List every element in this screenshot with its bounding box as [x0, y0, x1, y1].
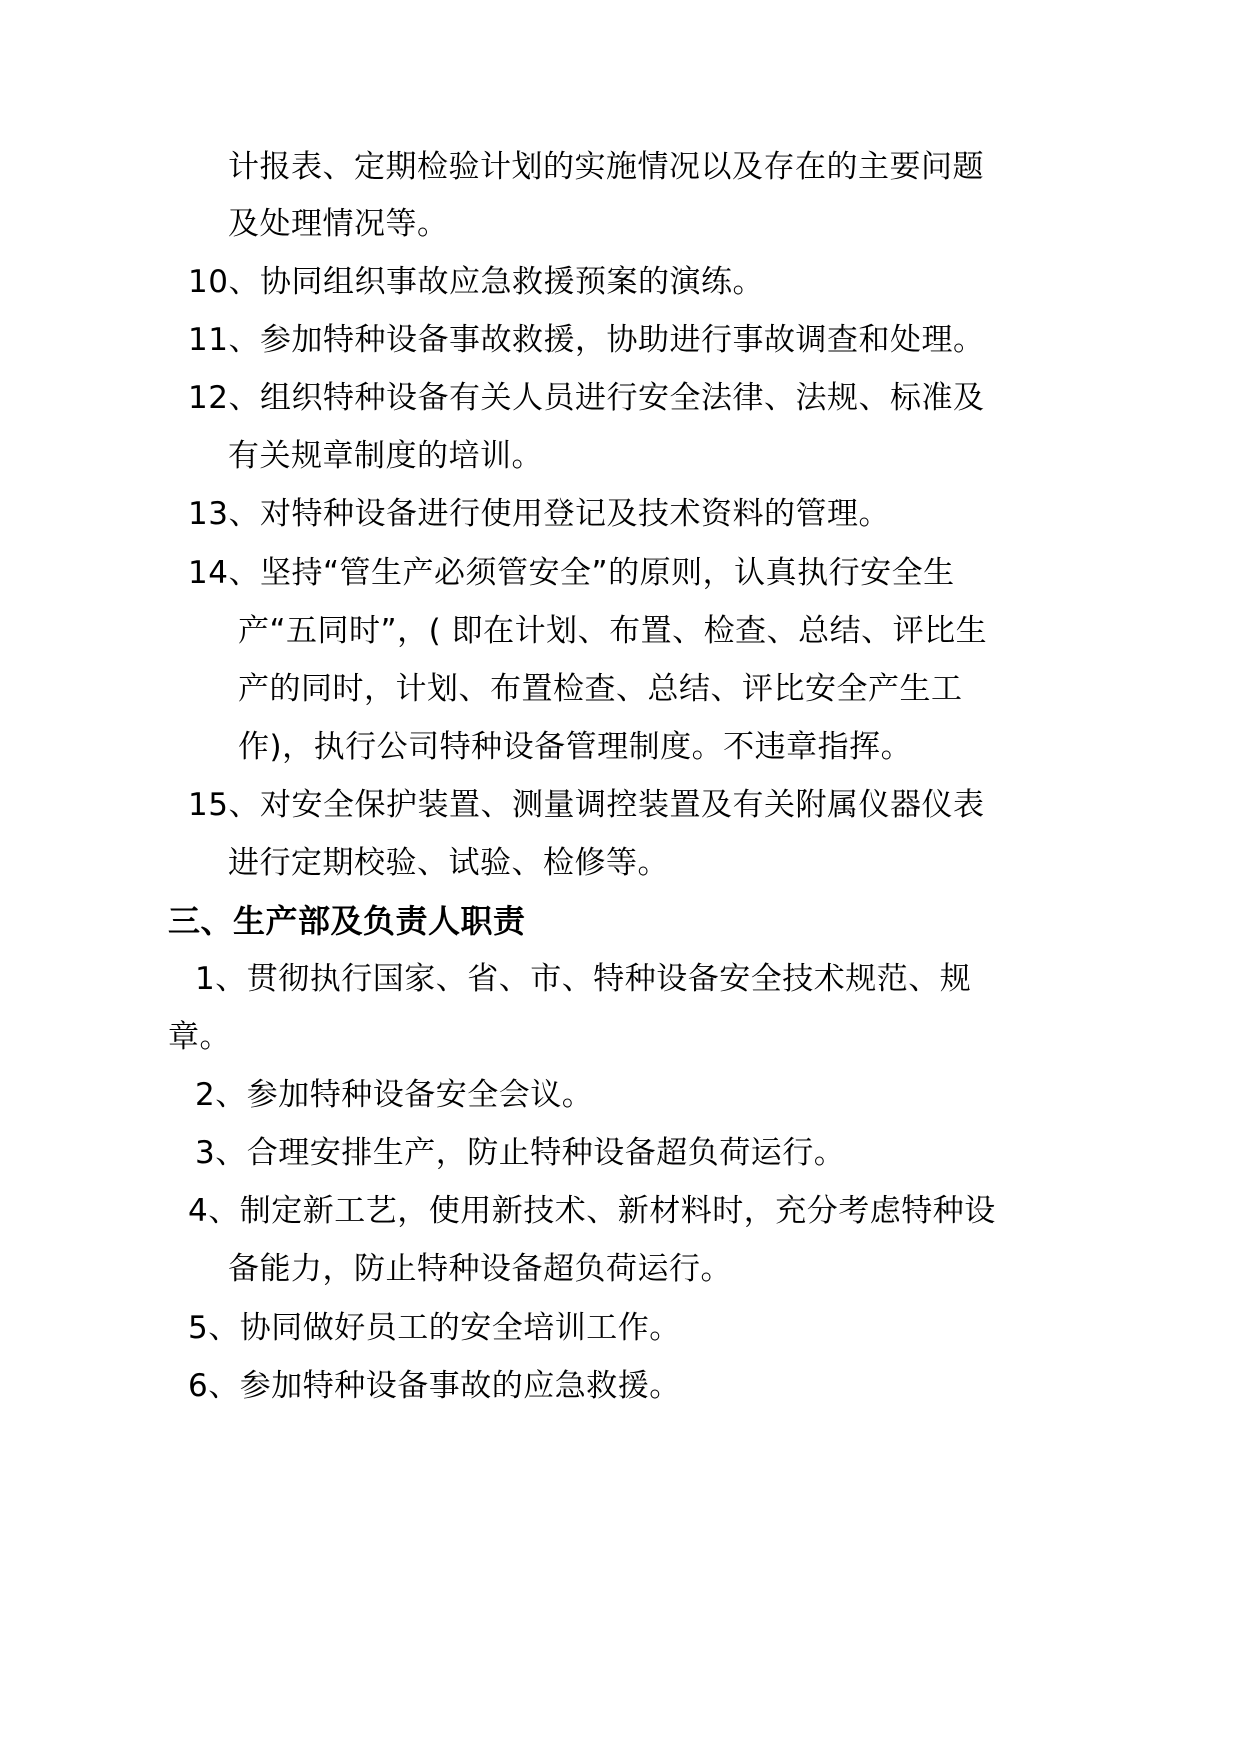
- item-13: 13、对特种设备进行使用登记及技术资料的管理。: [188, 496, 890, 532]
- item-10: 10、协同组织事故应急救援预案的演练。: [188, 264, 764, 300]
- section3-item-2: 2、参加特种设备安全会议。: [195, 1077, 594, 1113]
- section3-item-4-line1: 4、制定新工艺，使用新技术、新材料时，充分考虑特种设: [188, 1193, 996, 1229]
- section3-item-5: 5、协同做好员工的安全培训工作。: [188, 1310, 681, 1346]
- section3-heading: 三、生产部及负责人职责: [168, 902, 526, 940]
- item-15-line1: 15、对安全保护装置、测量调控装置及有关附属仪器仪表: [188, 787, 985, 823]
- item-14-line4: 作)，执行公司特种设备管理制度。不违章指挥。: [238, 729, 913, 765]
- section3-item-4-line2: 备能力，防止特种设备超负荷运行。: [228, 1251, 732, 1287]
- item9-continuation-line2: 及处理情况等。: [228, 206, 449, 242]
- item-15-line2: 进行定期校验、试验、检修等。: [228, 845, 669, 881]
- item-14-line3: 产的同时，计划、布置检查、总结、评比安全产生工: [238, 671, 963, 707]
- item-12-line2: 有关规章制度的培训。: [228, 438, 543, 474]
- section3-item-6: 6、参加特种设备事故的应急救援。: [188, 1368, 681, 1404]
- section3-item-1-line2: 章。: [168, 1019, 231, 1055]
- item-14-line2: 产“五同时”，( 即在计划、布置、检查、总结、评比生: [238, 613, 988, 649]
- section3-item-1-line1: 1、贯彻执行国家、省、市、特种设备安全技术规范、规: [195, 961, 972, 997]
- item9-continuation-line1: 计报表、定期检验计划的实施情况以及存在的主要问题: [228, 149, 984, 185]
- section3-item-3: 3、合理安排生产，防止特种设备超负荷运行。: [195, 1135, 846, 1171]
- item-11: 11、参加特种设备事故救援，协助进行事故调查和处理。: [188, 322, 985, 358]
- item-12-line1: 12、组织特种设备有关人员进行安全法律、法规、标准及: [188, 380, 985, 416]
- item-14-line1: 14、坚持“管生产必须管安全”的原则，认真执行安全生: [188, 555, 955, 591]
